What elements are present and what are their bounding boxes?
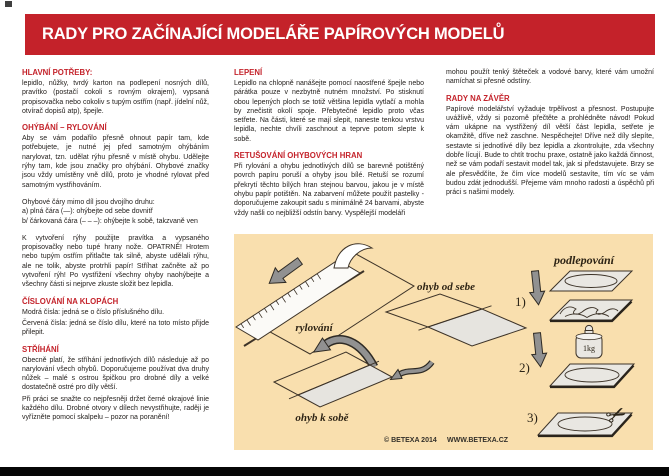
diagram-panel: [234, 234, 653, 450]
backing-step-1: [515, 270, 632, 321]
paragraph-retouching-continued: mohou použít tenký štěteček a vodové barvy, které vám umožní namíchat si přesné odstíny.: [446, 69, 654, 86]
fold-away-diagram: [386, 281, 526, 380]
paragraph-gluing: Lepidlo na chlopně nanášejte pomocí naostřené špejle nebo párátka pouze v nezbytně nutném množství. Po stisknutí obou lepených ploch se totiž většina lepidla vytlačí a mohla by znečistit okolí spoje. Přebytečné lepidlo proto včas setřete. Na části, které se mají slepit, naneste tenkou vrstvu lepidla, nechte chvíli zaschnout a teprve potom slepte k sobě.: [234, 80, 424, 143]
backing-step-2: [519, 325, 634, 387]
heading-cislovani: ČÍSLOVÁNÍ NA KLOPÁCH: [22, 296, 119, 306]
paragraph-final-tips: Papírové modelářství vyžaduje trpělivost a přesnost. Postupujte uvážlivě, vždy si pozorně přečtěte a prohlédněte návod! Pokud vám ukápne na vystřižený díl větší část lepidla, setřete je okamžitě, dříve než zaschne. Nespěchejte! Dříve než díly slepíte, sestavte si jednotlivé díly bez lepidla a zkontrolujte, zda všechny dobře lícují. Bude to chtít trochu praxe, ostatně jako každá činnost, než se vám podaří sestavit model tak, jak si představujete. Brzy se ale přesvědčíte, že čím více modelů sestavíte, tím víc se vám budou zdát jednodušší. Přejeme vám mnoho radosti a úspěchů při práci s našimi modely.: [446, 105, 654, 197]
fold-away-arrow-icon: [391, 362, 433, 380]
scan-edge-bar: [0, 467, 669, 476]
step-2-number: 2): [519, 360, 530, 375]
paragraph-bending: Aby se vám podařilo přesně ohnout papír tam, kde potřebujete, je nutné jej před samotným ohýbáním narylovat, tzn. udělat rýhu přesně v místě ohybu. Udělejte rýhy tam, kde jsou značky pro ohýbání. Ohybové značky jsou vždy umístěny vně dílů, proto je vhodné rylovat před samotným vystřihováním.: [22, 135, 209, 189]
scan-artifact-mark: [5, 1, 12, 7]
fold-lines-item-b: b/ čárkovaná čára (– – –): ohýbejte k sobě, takzvaně ven: [22, 217, 198, 225]
copyright-text: © BETEXA 2014: [384, 437, 437, 444]
paragraph-cutting-1: Obecně platí, že stříhání jednotlivých dílů následuje až po narylování všech ohybů. Doporučujeme používat dva druhy nůžek – malé s ostrou špičkou pro drobné díly a velké dostatečně ostré pro díly větší.: [22, 356, 209, 392]
scissors-icon: ✂: [601, 399, 632, 433]
fold-away-label: ohyb od sebe: [416, 281, 476, 293]
scoring-diagram: [236, 244, 414, 354]
column-gluing: [234, 68, 424, 218]
line-blue-numbers: Modrá čísla: jedná se o číslo příslušného dílu.: [22, 308, 165, 316]
column-final-tips: [446, 68, 654, 198]
fold-lines-item-a: a) plná čára (—): ohýbejte od sebe dovnitř: [22, 208, 153, 216]
step-1-arrow-icon: [528, 270, 546, 305]
fold-toward-diagram: [274, 338, 392, 424]
paragraph-retouching: Při rylování a ohybu jednotlivých dílů se barevně potištěný povrch papíru poruší a ohyby jsou bílé. Retuší se rozumí překrytí těchto bílých hran stejnou barvou, jakou je v místě ohybu papír potištěn. Na zabarvení můžete použít pastelky - doporučujeme zakoupit sadu s minimálně 24 barvami, abyste vždy našli co nejbližší odstín barvy. Vyspělejší modeláři: [234, 163, 424, 217]
backing-step-3: [527, 399, 632, 436]
title-banner: [25, 14, 655, 55]
fold-lines-intro: Ohybové čáry mimo díl jsou dvojího druhu:: [22, 198, 155, 206]
heading-rady-na-zaver: RADY NA ZÁVĚR: [446, 93, 510, 103]
heading-ohybani-rylovani: OHÝBÁNÍ – RYLOVÁNÍ: [22, 123, 107, 133]
step-2-arrow-icon: [530, 332, 548, 367]
paragraph-scoring: K vytvoření rýhy použijte pravítka a vypsaného propisovačky nebo tupé hrany nože. OPATRNĚ! Hrotem nebo tupým ostřím přitlačte tak silně, abyste udělali rýhu, ale ne tolik, abyste protrhli papír! Stříhat začněte až po vytvoření rýh! Po vystřižení všechny ohyby naohýbejte a všechny části si nejprve zkuste složit bez lepidla.: [22, 234, 209, 289]
page-title: RADY PRO ZAČÍNAJÍCÍ MODELÁŘE PAPÍROVÝCH MODELŮ: [42, 25, 505, 43]
website-text: WWW.BETEXA.CZ: [447, 437, 509, 444]
heading-lepeni: LEPENÍ: [234, 68, 263, 77]
line-red-numbers: Červená čísla: jedná se číslo dílu, které na toto místo přijde přilepit.: [22, 319, 209, 337]
fold-toward-label: ohyb k sobě: [295, 412, 349, 424]
scoring-label: rylování: [295, 322, 333, 334]
step-1-number: 1): [515, 294, 526, 309]
backing-diagram: [515, 253, 634, 436]
paragraph-main-needs: lepidlo, nůžky, tvrdý karton na podlepení nosných dílů, pravítko (postačí cokoli s rovným okrajem), vypsaná propisovačka nebo cokoliv s tupým ostřím (např. jídelní nůž, otvírač dopisů atp), špejle.: [22, 80, 209, 115]
heading-hlavni-potreby: HLAVNÍ POTŘEBY:: [22, 68, 93, 77]
column-main-needs: [22, 68, 209, 423]
paragraph-cutting-2: Při práci se snažte co nejpřesněji držet černé okrajové linie každého dílu. Drobné otvory v dílech nevystřihujte, raději je vyřízněte pomocí skalpelu – pozor na poranění!: [22, 395, 209, 422]
paper-curl: [334, 244, 372, 268]
heading-retusovani: RETUŠOVÁNÍ OHYBOVÝCH HRAN: [234, 151, 363, 161]
step-3-number: 3): [527, 410, 538, 425]
heading-strihani: STŘÍHÁNÍ: [22, 344, 59, 354]
backing-label: podlepování: [554, 253, 614, 267]
weight-value: 1kg: [583, 344, 595, 353]
weight-icon: [576, 325, 602, 358]
diagram-illustration: [234, 234, 653, 450]
